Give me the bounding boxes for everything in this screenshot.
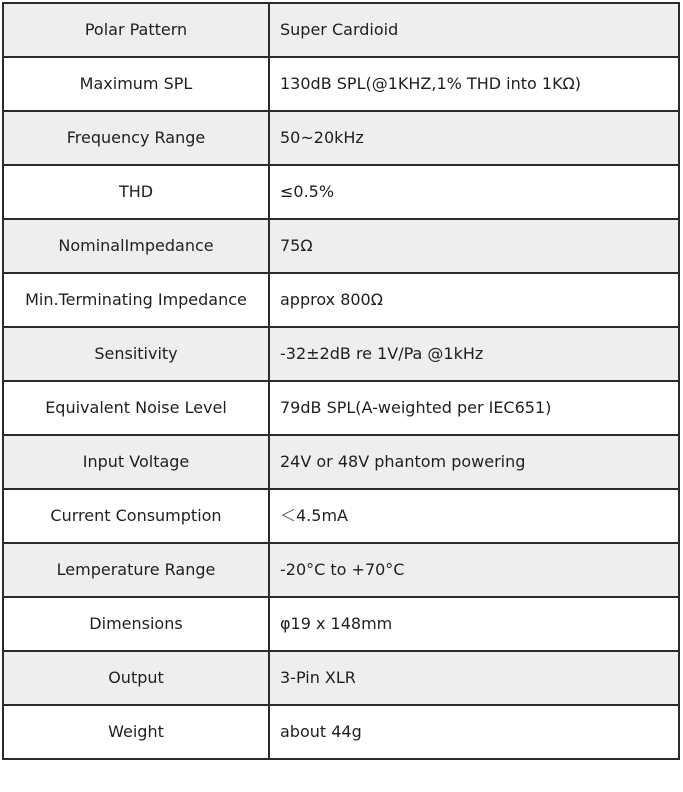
spec-label: Sensitivity bbox=[3, 327, 269, 381]
table-row bbox=[3, 165, 679, 219]
spec-value: ≤0.5% bbox=[269, 165, 679, 219]
table-row bbox=[3, 597, 679, 651]
spec-label: THD bbox=[3, 165, 269, 219]
table-row bbox=[3, 381, 679, 435]
table-row bbox=[3, 273, 679, 327]
table-row bbox=[3, 489, 679, 543]
spec-value: -32±2dB re 1V/Pa @1kHz bbox=[269, 327, 679, 381]
spec-table bbox=[2, 2, 680, 760]
spec-label: Maximum SPL bbox=[3, 57, 269, 111]
table-row bbox=[3, 327, 679, 381]
spec-value: Super Cardioid bbox=[269, 3, 679, 57]
spec-value: ＜4.5mA bbox=[269, 489, 679, 543]
spec-label: NominalImpedance bbox=[3, 219, 269, 273]
table-row bbox=[3, 57, 679, 111]
spec-value: 24V or 48V phantom powering bbox=[269, 435, 679, 489]
table-row bbox=[3, 543, 679, 597]
spec-label: Frequency Range bbox=[3, 111, 269, 165]
spec-value: 50~20kHz bbox=[269, 111, 679, 165]
spec-label: Output bbox=[3, 651, 269, 705]
table-row bbox=[3, 3, 679, 57]
spec-value: 79dB SPL(A-weighted per IEC651) bbox=[269, 381, 679, 435]
spec-label: Polar Pattern bbox=[3, 3, 269, 57]
table-row bbox=[3, 435, 679, 489]
spec-label: Lemperature Range bbox=[3, 543, 269, 597]
table-row bbox=[3, 651, 679, 705]
spec-value: 3-Pin XLR bbox=[269, 651, 679, 705]
spec-value: φ19 x 148mm bbox=[269, 597, 679, 651]
spec-label: Weight bbox=[3, 705, 269, 759]
spec-value: 130dB SPL(@1KHZ,1% THD into 1KΩ) bbox=[269, 57, 679, 111]
spec-label: Dimensions bbox=[3, 597, 269, 651]
spec-label: Min.Terminating Impedance bbox=[3, 273, 269, 327]
spec-value: about 44g bbox=[269, 705, 679, 759]
table-row bbox=[3, 111, 679, 165]
spec-label: Current Consumption bbox=[3, 489, 269, 543]
table-row bbox=[3, 219, 679, 273]
table-row bbox=[3, 705, 679, 759]
spec-label: Input Voltage bbox=[3, 435, 269, 489]
spec-value: -20°C to +70°C bbox=[269, 543, 679, 597]
spec-table-body bbox=[3, 3, 679, 759]
spec-label: Equivalent Noise Level bbox=[3, 381, 269, 435]
spec-value: 75Ω bbox=[269, 219, 679, 273]
spec-value: approx 800Ω bbox=[269, 273, 679, 327]
